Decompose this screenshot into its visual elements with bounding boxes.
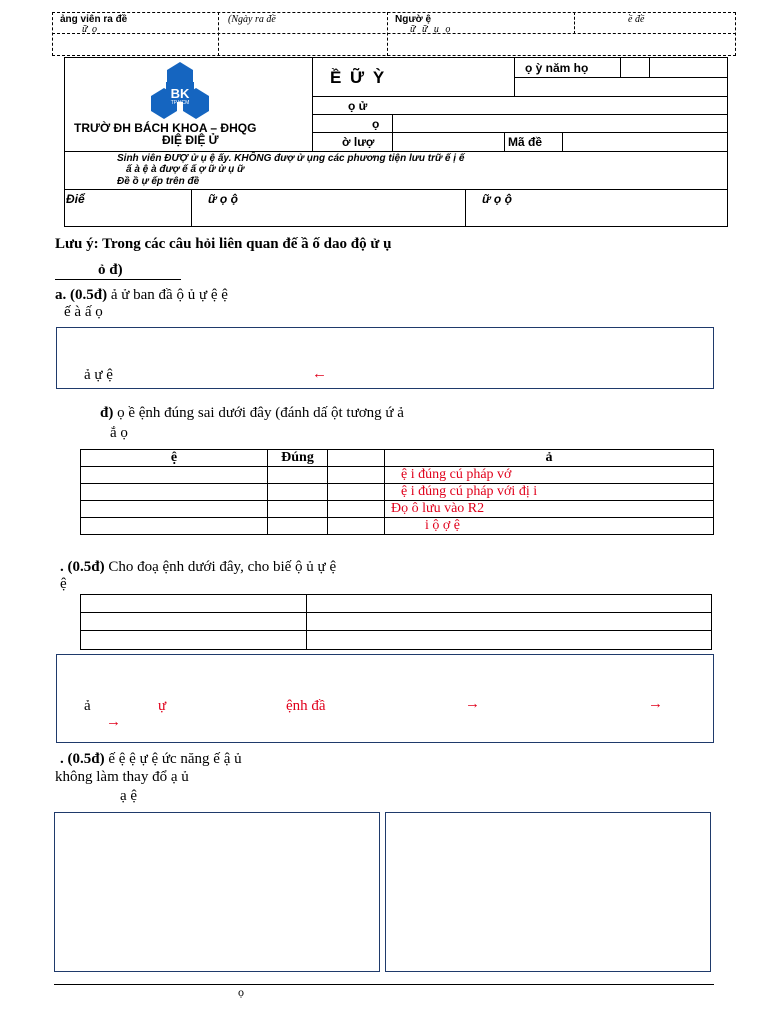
- header-true: Đúng: [268, 450, 328, 467]
- table-row: ệ i đúng cú pháp với đị i: [81, 484, 714, 501]
- exam-code-label: Mã đề: [508, 135, 543, 149]
- answer-a-label: ả ự ệ: [84, 367, 113, 383]
- duration-label: ờ lượ: [342, 135, 375, 149]
- svg-text:BK: BK: [170, 86, 190, 101]
- code-table: [80, 594, 712, 650]
- answer-box-d-right[interactable]: [385, 812, 711, 972]
- approver-sub: ữ ữ ụ ọ: [410, 24, 453, 35]
- answer-box-c[interactable]: [56, 654, 714, 743]
- approver-label: Ngườ ệ: [395, 14, 432, 25]
- question-c-label: . (0.5đ): [60, 559, 105, 575]
- author-sub: ữ ọ: [82, 24, 98, 35]
- question-b-label: đ): [100, 405, 114, 421]
- answer-box-d-left[interactable]: [54, 812, 380, 972]
- approver-right: ề đề: [628, 14, 645, 25]
- course-code-label: ọ: [372, 117, 380, 131]
- question-d-text2: không làm thay đổ ạ ủ: [55, 769, 189, 785]
- grader1-label: ữ ọ ộ: [208, 192, 238, 206]
- exam-title: Ề Ữ Ỳ: [330, 68, 387, 87]
- question-a-text: ả ử ban đầ ộ ủ ự ệ ệ: [110, 287, 228, 303]
- table-row: ệ i đúng cú pháp vớ: [81, 467, 714, 484]
- question-c-text: Cho đoạ ệnh dưới đây, cho biế ộ ủ ự ệ: [108, 559, 337, 575]
- notice-line3: Đề ồ ự ếp trên đề: [117, 176, 200, 187]
- answer-c-arrow-3: →: [106, 714, 121, 730]
- question-d: [60, 751, 242, 768]
- faculty-name: ĐIỆ ĐIỆ Ử: [162, 133, 219, 147]
- score-label: Điể: [66, 192, 85, 206]
- notice-line1: Sinh viên ĐƯỢ ử ụ ệ ấy. KHÔNG đượ ử ụng các phương tiện lưu trữ ế ị ế: [117, 153, 465, 164]
- header-statement: ệ: [81, 450, 268, 467]
- table-header: [81, 450, 714, 467]
- question-b: [100, 405, 404, 422]
- question-d-text: ế ệ ệ ự ệ ức năng ế ậ ủ: [108, 751, 242, 767]
- question-a: [55, 287, 228, 304]
- answer-c-prefix: ả: [84, 698, 91, 714]
- question-d-label: . (0.5đ): [60, 751, 105, 767]
- question-b-text: ọ ề ệnh đúng sai dưới đây (đánh dấ ột tương ứ ả: [117, 405, 404, 421]
- date-label: (Ngày ra đề: [228, 14, 276, 25]
- question-c-text2: ệ: [60, 576, 67, 592]
- notice-line2: ấ à ệ à đượ ế ấ ợ ữ ử ụ ữ: [126, 164, 245, 175]
- author-label: ảng viên ra đề: [60, 14, 128, 25]
- table-row: i ộ ợ ệ: [81, 518, 714, 535]
- school-logo: [150, 60, 210, 120]
- answer-c-arrow-1: →: [465, 696, 480, 712]
- note: Lưu ý: Trong các câu hỏi liên quan đế ầ ố dao độ ử ụ: [55, 236, 392, 252]
- answer-c-text: ự: [158, 698, 167, 714]
- question-a-label: a. (0.5đ): [55, 287, 108, 303]
- header-false: [328, 450, 385, 467]
- answer-c-text2: ệnh đầ: [286, 698, 326, 714]
- answer-a-arrow: ←: [312, 366, 327, 382]
- course-label: ọ ử: [348, 99, 368, 113]
- svg-text:TP.HCM: TP.HCM: [170, 100, 190, 106]
- section-label: ỏ đ): [98, 262, 123, 278]
- question-d-text3: ạ ệ: [120, 788, 138, 804]
- statement-table: [80, 449, 714, 535]
- question-a-text2: ế à ấ ọ: [64, 304, 103, 320]
- year-label: ọ ỳ năm họ: [525, 61, 589, 75]
- answer-c-arrow-2: →: [648, 696, 663, 712]
- header-explain: ả: [385, 450, 714, 467]
- question-c: [60, 559, 336, 576]
- footer-text: ọ: [238, 985, 244, 999]
- answer-box-a[interactable]: [56, 327, 714, 389]
- school-name: TRƯỜ ĐH BÁCH KHOA – ĐHQG: [74, 121, 257, 135]
- table-row: Đọ ô lưu vào R2: [81, 501, 714, 518]
- grader2-label: ữ ọ ộ: [482, 192, 512, 206]
- question-b-text2: ắ ọ: [110, 425, 128, 441]
